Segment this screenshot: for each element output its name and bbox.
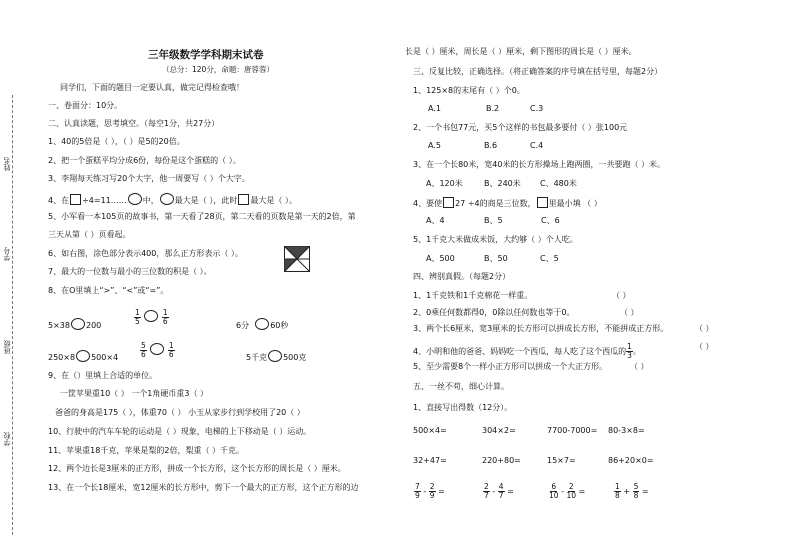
square-blank-icon: [70, 194, 81, 205]
question-5-cont: 三天从第（ ）页看起。: [48, 230, 131, 239]
section-3: 三、反复比较，正确选择。（将正确答案的序号填在括号里，每题2分）: [413, 67, 663, 76]
compare-time: 6分 60秒: [236, 318, 288, 330]
shaded-square-figure: [284, 246, 310, 272]
circle-blank-icon: [268, 350, 282, 362]
true-false-2-mark: （ ）: [620, 308, 639, 317]
question-3: 3、李翔每天练习写20个大字，他一周要写（ ）个大字。: [48, 174, 250, 183]
question-8: 8、在O里填上“>”、“<”或“=”。: [48, 286, 169, 295]
true-false-3-mark: （ ）: [695, 324, 714, 333]
choice-1-opt-b: B.2: [486, 104, 500, 113]
question-1: 1、40的5倍是（ ），（ ）是5的20倍。: [48, 137, 185, 146]
circle-blank-icon: [76, 350, 90, 362]
circle-blank-icon: [150, 343, 164, 355]
choice-4-opt-c: C、6: [541, 216, 560, 225]
true-false-2: 2、0乘任何数都得0，0除以任何数也等于0。: [413, 308, 575, 317]
school-label: 学校: [3, 432, 11, 446]
class-label: 班级: [3, 340, 11, 354]
subtitle: （总分：120分，命题：唐蓉蓉）: [162, 65, 274, 74]
compare-fractions-1: $\frac{1}{5}$ $\frac{1}{6}$: [135, 308, 168, 326]
question-9-line-2: 爸爸的身高是175（ ），体重70（ ） 小玉从家步行到学校用了20（ ）: [55, 408, 305, 417]
choice-2-opt-c: C.4: [530, 141, 544, 150]
question-7: 7、最大的一位数与最小的三位数的积是（ ）。: [48, 267, 212, 276]
section-5: 五、一丝不苟，细心计算。: [413, 382, 509, 391]
square-blank-icon: [537, 197, 548, 208]
circle-blank-icon: [255, 318, 269, 330]
question-5: 5、小军看一本105页的故事书，第一天看了28页，第二天看的页数是第一天的2倍，第: [48, 212, 356, 221]
calc-fraction-item: $\frac{2}{7}$ - $\frac{4}{7}$ =: [484, 482, 514, 500]
question-4: 4、在 ÷4=11…… 中， 最大是（ ），此时 最大是（ ）。: [48, 193, 297, 205]
question-13-cont: 长是（ ）厘米，周长是（ ）厘米，剩下图形的周长是（ ）厘米。: [405, 47, 637, 56]
calc-item: 80-3×8=: [608, 426, 645, 435]
choice-4-opt-b: B、5: [484, 216, 503, 225]
choice-1: 1、125×8的末尾有（ ）个0。: [413, 86, 525, 95]
calc-fraction-item: $\frac{6}{10}$ - $\frac{2}{10}$ =: [549, 482, 586, 500]
page-title: 三年级数学学科期末试卷: [148, 49, 264, 61]
section-2: 二、认真读题，思考填空。（每空1分，共27分）: [48, 119, 220, 128]
choice-2: 2、一个书包77元，买5个这样的书包最多要付（ ）张100元: [413, 123, 628, 132]
true-false-4: 4、小明和他的爸爸、妈妈吃一个西瓜，每人吃了这个西瓜的 $\frac{1}{3}$ 。: [413, 342, 641, 360]
calc-fraction-item: $\frac{7}{9}$ - $\frac{2}{9}$ =: [415, 482, 445, 500]
compare-fractions-2: $\frac{5}{6}$ $\frac{1}{6}$: [141, 341, 174, 359]
calc-item: 15×7=: [547, 456, 576, 465]
question-10: 10、行驶中的汽车车轮的运动是（ ）现象，电梯的上下移动是（ ）运动。: [48, 427, 312, 436]
compare-weight: 5千克 500克: [246, 350, 306, 362]
calc-item: 500×4=: [413, 426, 447, 435]
intro-text: 同学们，下面的题目一定要认真，做完记得检查哦！: [60, 83, 244, 92]
choice-1-opt-a: A.1: [428, 104, 441, 113]
choice-2-opt-a: A.5: [428, 141, 441, 150]
true-false-5: 5、至少需要8个一样小正方形可以拼成一个大正方形。: [413, 362, 608, 371]
square-blank-icon: [443, 197, 454, 208]
true-false-3: 3、两个长6厘米，宽3厘米的长方形可以拼成长方形，不能拼成正方形。: [413, 324, 669, 333]
choice-5: 5、1千克大米做成米饭，大约够（ ）个人吃。: [413, 235, 578, 244]
square-blank-icon: [238, 194, 249, 205]
calc-fraction-item: $\frac{1}{8}$ + $\frac{5}{8}$ =: [615, 482, 649, 500]
choice-3-opt-a: A、120米: [426, 179, 463, 188]
choice-4: 4、要使 27 ÷4的商是三位数， 里最小填 （ ）: [413, 199, 602, 208]
choice-2-opt-b: B.6: [484, 141, 498, 150]
choice-4-opt-a: A、4: [426, 216, 445, 225]
student-id-label: 学号: [3, 247, 11, 261]
true-false-1-mark: （ ）: [612, 291, 631, 300]
choice-5-opt-a: A、500: [426, 254, 455, 263]
section-1: 一、卷面分：10分。: [48, 101, 123, 110]
true-false-5-mark: （ ）: [630, 362, 649, 371]
circle-blank-icon: [128, 193, 142, 205]
question-9-line-1: 一筐苹果重10（ ） 一个1角硬币重3（ ）: [60, 389, 208, 398]
choice-5-opt-c: C、5: [540, 254, 559, 263]
choice-5-opt-b: B、50: [484, 254, 508, 263]
question-9: 9、在（）里填上合适的单位。: [48, 371, 158, 380]
calc-item: 32+47=: [413, 456, 447, 465]
question-11: 11、苹果重18千克，苹果是梨的2倍，梨重（ ）千克。: [48, 446, 244, 455]
true-false-1: 1、1千克铁和1千克棉花一样重。: [413, 291, 533, 300]
calc-item: 304×2=: [482, 426, 516, 435]
calc-heading: 1、直接写出得数（12分）。: [413, 403, 513, 412]
calc-item: 220+80=: [482, 456, 521, 465]
section-4: 四、辨别真假。（每题2分）: [413, 272, 511, 281]
question-2: 2、把一个蛋糕平均分成6份，每份是这个蛋糕的（ ）。: [48, 156, 241, 165]
true-false-4-mark: （ ）: [695, 342, 714, 351]
circle-blank-icon: [144, 310, 158, 322]
question-6: 6、如右图，涂色部分表示400，那么正方形表示（ ）。: [48, 249, 243, 258]
compare-row-2: 250×8 500×4: [48, 350, 118, 362]
question-12: 12、两个边长是3厘米的正方形，拼成一个长方形，这个长方形的周长是（ ）厘米。: [48, 464, 346, 473]
compare-row-1: 5×38 200: [48, 318, 101, 330]
choice-3-opt-b: B、240米: [484, 179, 521, 188]
name-label: 姓名: [3, 157, 11, 171]
choice-3-opt-c: C、480米: [540, 179, 577, 188]
circle-blank-icon: [71, 318, 85, 330]
choice-1-opt-c: C.3: [530, 104, 544, 113]
calc-item: 86+20×0=: [608, 456, 654, 465]
calc-item: 7700-7000=: [547, 426, 598, 435]
circle-blank-icon: [160, 193, 174, 205]
choice-3: 3、在一个长80米，宽40米的长方形操场上跑两圈，一共要跑（ ）米。: [413, 160, 665, 169]
binding-line: [12, 95, 13, 535]
question-13: 13、在一个长18厘米，宽12厘米的长方形中，剪下一个最大的正方形，这个正方形的边: [48, 483, 359, 492]
